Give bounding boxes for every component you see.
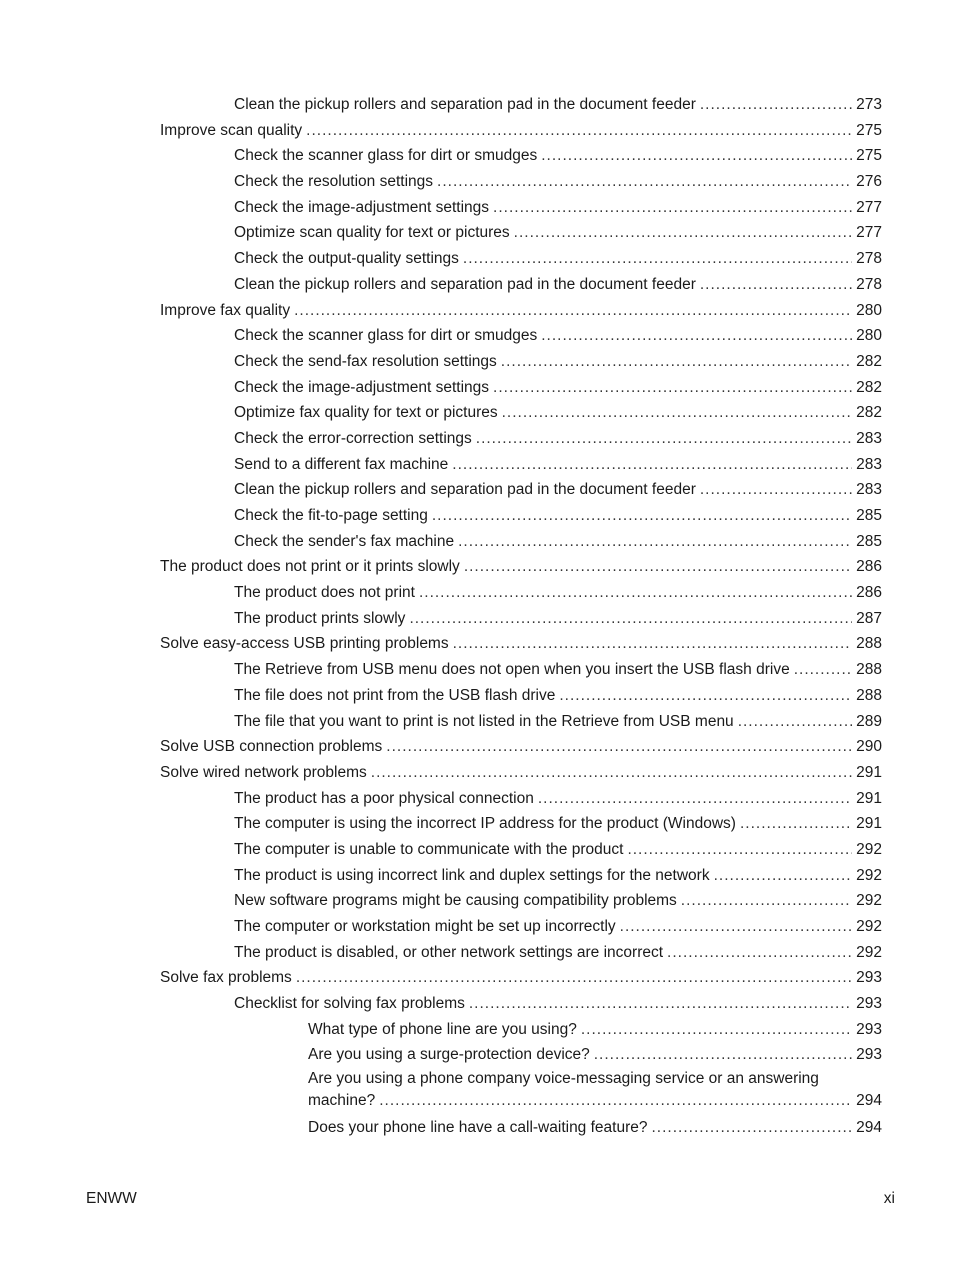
dot-leader <box>740 811 852 837</box>
toc-entry-page-number: 291 <box>856 815 882 833</box>
toc-entry-title: Does your phone line have a call-waiting feature? <box>308 1119 648 1137</box>
toc-entry-page-number: 286 <box>856 558 882 576</box>
toc-entry-title: Improve fax quality <box>160 301 291 319</box>
dot-leader <box>458 529 852 555</box>
dot-leader <box>594 1042 852 1068</box>
toc-entry-title: New software programs might be causing compatibility problems <box>234 892 677 910</box>
toc-entry[interactable] <box>0 92 954 118</box>
toc-entry-page-number: 294 <box>856 1119 882 1137</box>
dot-leader <box>296 965 852 991</box>
toc-entry[interactable] <box>0 863 954 889</box>
dot-leader <box>463 246 852 272</box>
toc-entry-page-number: 292 <box>856 866 882 884</box>
toc-entry-page-number: 282 <box>856 404 882 422</box>
toc-entry-title: The product is disabled, or other network settings are incorrect <box>234 943 664 961</box>
toc-entry[interactable] <box>0 272 954 298</box>
toc-entry-page-number: 275 <box>856 147 882 165</box>
dot-leader <box>667 940 852 966</box>
dot-leader <box>379 1090 852 1111</box>
toc-entry-page-number: 292 <box>856 892 882 910</box>
toc-entry-title: Optimize fax quality for text or pictures <box>234 404 498 422</box>
toc-entry-title: Solve USB connection problems <box>160 738 383 756</box>
toc-entry[interactable] <box>0 1017 954 1043</box>
toc-entry-title: Check the scanner glass for dirt or smudges <box>234 327 538 345</box>
toc-entry[interactable] <box>0 400 954 426</box>
dot-leader <box>700 477 852 503</box>
toc-entry-title: Check the sender's fax machine <box>234 532 455 550</box>
toc-entry-page-number: 291 <box>856 789 882 807</box>
toc-entry[interactable] <box>0 554 954 580</box>
toc-entry[interactable] <box>0 1042 954 1068</box>
toc-entry-page-number: 288 <box>856 635 882 653</box>
toc-entry-page-number: 288 <box>856 686 882 704</box>
dot-leader <box>432 503 852 529</box>
toc-entry[interactable] <box>0 657 954 683</box>
toc-entry-page-number: 293 <box>856 1046 882 1064</box>
toc-entry-title: Check the error-correction settings <box>234 429 472 447</box>
toc-entry[interactable] <box>0 375 954 401</box>
toc-entry-page-number: 291 <box>856 763 882 781</box>
toc-entry-title: The product has a poor physical connection <box>234 789 534 807</box>
toc-entry-page-number: 277 <box>856 198 882 216</box>
dot-leader <box>419 580 852 606</box>
toc-entry-title: Clean the pickup rollers and separation pad in the document feeder <box>234 481 696 499</box>
toc-entry-page-number: 287 <box>856 609 882 627</box>
toc-entry[interactable] <box>0 914 954 940</box>
dot-leader <box>700 272 852 298</box>
toc-entry-page-number: 290 <box>856 738 882 756</box>
toc-entry-page-number: 289 <box>856 712 882 730</box>
toc-entry[interactable] <box>0 837 954 863</box>
toc-entry-title: The product prints slowly <box>234 609 406 627</box>
toc-entry-page-number: 292 <box>856 943 882 961</box>
toc-entry-page-number: 278 <box>856 250 882 268</box>
toc-entry-title: Send to a different fax machine <box>234 455 449 473</box>
toc-entry-title: The computer is using the incorrect IP address for the product (Windows) <box>234 815 736 833</box>
toc-entry-page-number: 285 <box>856 532 882 550</box>
toc-entry-page-number: 292 <box>856 840 882 858</box>
dot-leader <box>681 888 852 914</box>
toc-entry-title: Clean the pickup rollers and separation pad in the document feeder <box>234 275 696 293</box>
toc-entry-title: The file does not print from the USB flash drive <box>234 686 556 704</box>
toc-entry-page-number: 285 <box>856 507 882 524</box>
footer-page-number: xi <box>883 1190 895 1207</box>
toc-entry-page-number: 280 <box>856 301 882 319</box>
dot-leader <box>437 169 852 195</box>
toc-entry-page-number: 294 <box>856 1091 882 1109</box>
toc-entry[interactable] <box>0 683 954 709</box>
toc-entry-title: Solve fax problems <box>160 969 292 987</box>
toc-entry[interactable] <box>0 888 954 914</box>
toc-entry[interactable] <box>0 529 954 555</box>
toc-entry[interactable] <box>0 503 954 529</box>
dot-leader <box>453 631 853 657</box>
dot-leader <box>538 786 852 812</box>
toc-entry-page-number: 288 <box>856 661 882 679</box>
toc-entry-title: The computer or workstation might be set up incorrectly <box>234 918 616 935</box>
toc-entry-title: Check the send-fax resolution settings <box>234 352 497 370</box>
footer-left-label: ENWW <box>86 1190 137 1207</box>
dot-leader <box>493 195 852 221</box>
dot-leader <box>386 734 852 760</box>
toc-entry-page-number: 282 <box>856 378 882 396</box>
toc-entry[interactable] <box>0 195 954 221</box>
table-of-contents <box>0 92 954 1141</box>
toc-entry-title: Are you using a surge-protection device? <box>308 1046 590 1064</box>
dot-leader <box>627 837 852 863</box>
dot-leader <box>469 991 852 1017</box>
toc-entry-title: machine? <box>308 1091 376 1109</box>
toc-entry-title: Optimize scan quality for text or pictures <box>234 224 510 242</box>
page-footer <box>0 1188 954 1210</box>
dot-leader <box>501 349 852 375</box>
dot-leader <box>652 1115 853 1141</box>
dot-leader <box>306 118 852 144</box>
dot-leader <box>409 606 852 632</box>
toc-entry-title: The Retrieve from USB menu does not open when you insert the USB flash drive <box>234 661 790 679</box>
toc-entry-page-number: 278 <box>856 275 882 293</box>
toc-entry[interactable] <box>0 298 954 324</box>
toc-entry-title: Check the fit-to-page setting <box>234 507 428 524</box>
toc-entry-page-number: 286 <box>856 584 882 602</box>
toc-entry-title: Improve scan quality <box>160 121 303 139</box>
toc-entry[interactable] <box>0 580 954 606</box>
toc-entry-title: The file that you want to print is not listed in the Retrieve from USB menu <box>234 712 734 730</box>
toc-entry[interactable] <box>0 220 954 246</box>
dot-leader <box>581 1017 852 1043</box>
dot-leader <box>502 400 853 426</box>
dot-leader <box>620 914 852 940</box>
toc-entry-title: The product does not print or it prints slowly <box>160 558 460 576</box>
dot-leader <box>294 298 852 324</box>
toc-entry[interactable] <box>0 169 954 195</box>
dot-leader <box>541 323 852 349</box>
toc-entry[interactable] <box>0 323 954 349</box>
toc-entry-title: Checklist for solving fax problems <box>234 995 465 1013</box>
toc-entry[interactable] <box>0 1115 954 1141</box>
toc-entry[interactable] <box>0 143 954 169</box>
toc-entry-title: Solve wired network problems <box>160 763 367 781</box>
toc-entry-page-number: 283 <box>856 481 882 499</box>
toc-entry-page-number: 277 <box>856 224 882 242</box>
dot-leader <box>700 92 852 118</box>
toc-entry-page-number: 293 <box>856 1020 882 1038</box>
toc-entry-title: Check the scanner glass for dirt or smudges <box>234 147 538 165</box>
toc-entry[interactable] <box>0 349 954 375</box>
toc-entry-page-number: 280 <box>856 327 882 345</box>
toc-entry-title: Check the image-adjustment settings <box>234 198 490 216</box>
toc-entry[interactable] <box>0 991 954 1017</box>
dot-leader <box>371 760 852 786</box>
toc-entry[interactable] <box>0 118 954 144</box>
dot-leader <box>738 709 852 735</box>
toc-entry[interactable] <box>0 631 954 657</box>
dot-leader <box>559 683 852 709</box>
toc-entry-page-number: 283 <box>856 429 882 447</box>
dot-leader <box>794 657 852 683</box>
dot-leader <box>464 554 852 580</box>
toc-entry[interactable] <box>0 606 954 632</box>
toc-entry[interactable] <box>0 477 954 503</box>
toc-entry[interactable] <box>0 786 954 812</box>
toc-entry-page-number: 292 <box>856 918 882 935</box>
toc-entry-title: The product is using incorrect link and duplex settings for the network <box>234 866 710 884</box>
toc-entry-title: Check the image-adjustment settings <box>234 378 490 396</box>
toc-entry-title: The product does not print <box>234 584 415 602</box>
dot-leader <box>493 375 852 401</box>
toc-entry[interactable] <box>0 965 954 991</box>
toc-entry-title: What type of phone line are you using? <box>308 1020 577 1038</box>
toc-entry[interactable] <box>0 246 954 272</box>
toc-entry[interactable] <box>0 709 954 735</box>
toc-entry-page-number: 282 <box>856 352 882 370</box>
dot-leader <box>514 220 852 246</box>
toc-entry-title: Check the output-quality settings <box>234 250 459 268</box>
toc-entry[interactable] <box>0 940 954 966</box>
dot-leader <box>541 143 852 169</box>
toc-entry[interactable] <box>0 426 954 452</box>
toc-entry-page-number: 293 <box>856 995 882 1013</box>
toc-entry[interactable] <box>0 760 954 786</box>
dot-leader <box>452 452 852 478</box>
toc-entry-page-number: 283 <box>856 455 882 473</box>
toc-entry[interactable] <box>0 734 954 760</box>
toc-entry[interactable] <box>0 811 954 837</box>
toc-entry[interactable] <box>0 1068 954 1115</box>
toc-entry-title: Clean the pickup rollers and separation pad in the document feeder <box>234 96 696 113</box>
toc-entry-page-number: 293 <box>856 969 882 987</box>
toc-entry-page-number: 273 <box>856 96 882 113</box>
dot-leader <box>476 426 852 452</box>
toc-entry-page-number: 276 <box>856 173 882 191</box>
toc-entry-title-line1: Are you using a phone company voice-messaging service or an answering <box>308 1070 819 1088</box>
toc-entry-title: Solve easy-access USB printing problems <box>160 635 449 653</box>
dot-leader <box>714 863 853 889</box>
toc-entry-title: The computer is unable to communicate with the product <box>234 840 624 858</box>
toc-entry-page-number: 275 <box>856 121 882 139</box>
toc-entry-title: Check the resolution settings <box>234 173 434 191</box>
toc-entry[interactable] <box>0 452 954 478</box>
